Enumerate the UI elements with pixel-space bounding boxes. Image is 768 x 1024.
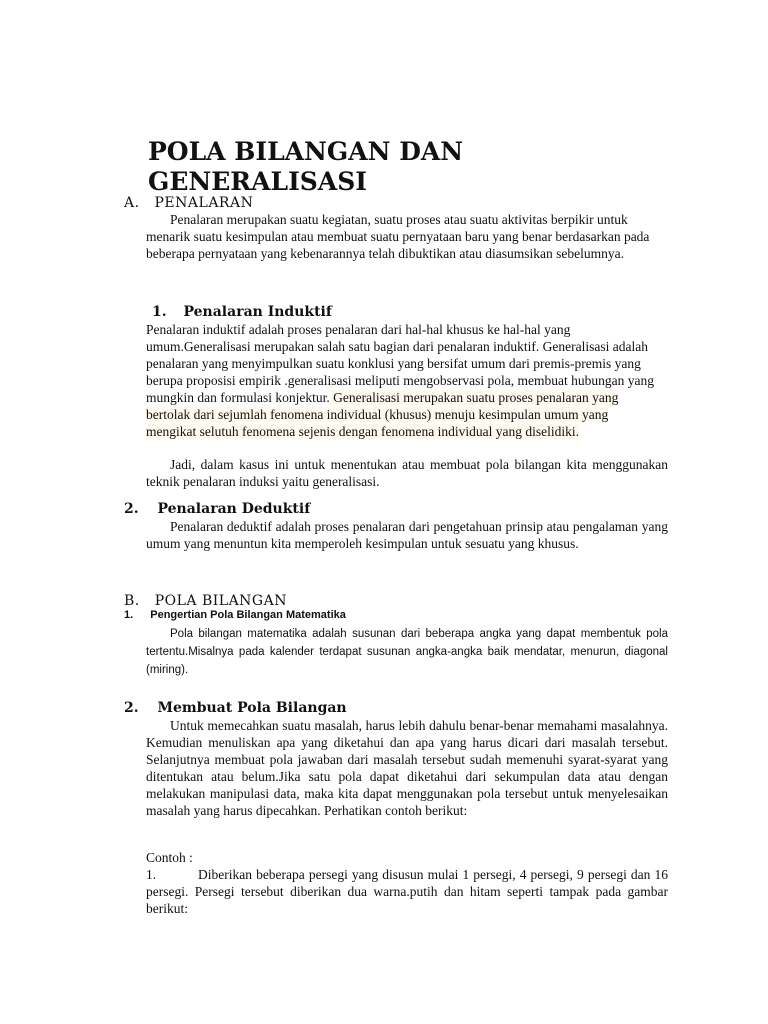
deduktif-marker: 2.	[124, 501, 139, 517]
pengertian-marker: 1.	[124, 609, 134, 621]
section-b-heading	[124, 593, 287, 609]
section-b-title: POLA BILANGAN	[154, 593, 287, 609]
induktif-body-text: Penalaran induktif adalah proses penalaran dari hal-hal khusus ke hal-hal yang umum.Generalisasi merupakan salah satu bagian dari penalaran induktif. Generalisasi adalah penalaran yang menyimpulkan suatu konklusi yang bersifat umum dari premis-premis yang berupa proposisi empirik .generalisasi meliputi mengobservasi pola, membuat hubungan yang mungkin dan formulasi konjektur.	[146, 322, 655, 405]
membuat-heading	[124, 700, 347, 716]
contoh-label: Contoh :	[146, 850, 193, 865]
section-a-marker: A.	[124, 195, 140, 211]
contoh-number: 1.	[146, 867, 157, 882]
section-a-title: PENALARAN	[154, 195, 254, 211]
membuat-title: Membuat Pola Bilangan	[157, 700, 347, 716]
document-title: POLA BILANGAN DAN GENERALISASI	[148, 137, 464, 196]
deduktif-title: Penalaran Deduktif	[157, 501, 311, 517]
pengertian-heading	[124, 609, 346, 621]
deduktif-body: Penalaran deduktif adalah proses penalaran dari pengetahuan prinsip atau pengalaman yang umum yang menuntun kita memperoleh kesimpulan untuk sesuatu yang khusus.	[146, 519, 668, 551]
contoh-body: Diberikan beberapa persegi yang disusun mulai 1 persegi, 4 persegi, 9 persegi dan 16 persegi. Persegi tersebut diberikan dua warna.putih dan hitam seperti tampak pada gambar berikut:	[146, 867, 668, 916]
pengertian-body: Pola bilangan matematika adalah susunan dari beberapa angka yang dapat membentuk pola tertentu.Misalnya pada kalender terdapat susunan angka-angka baik mendatar, menurun, diagonal (miring).	[146, 628, 668, 676]
section-a-body: Penalaran merupakan suatu kegiatan, suatu proses atau suatu aktivitas berpikir untuk menarik suatu kesimpulan atau membuat suatu pernyataan baru yang benar berdasarkan pada beberapa pernyataan yang kebenarannya telah dibuktikan atau diasumsikan sebelumnya.	[146, 212, 650, 261]
induktif-conclusion: Jadi, dalam kasus ini untuk menentukan atau membuat pola bilangan kita menggunakan teknik penalaran induksi yaitu generalisasi.	[146, 457, 668, 489]
pengertian-title: Pengertian Pola Bilangan Matematika	[150, 609, 346, 621]
section-a-heading	[124, 195, 253, 211]
deduktif-heading	[124, 501, 310, 517]
induktif-body	[146, 321, 658, 440]
induktif-title: Penalaran Induktif	[183, 304, 332, 320]
membuat-body: Untuk memecahkan suatu masalah, harus lebih dahulu benar-benar memahami masalahnya. Kemudian menuliskan apa yang diketahui dan apa yang harus dicari dari masalah tersebut. Selanjutnya membuat pola jawaban dari masalah tersebut sudah memenuhi syarat-syarat yang ditentukan atau belum.Jika satu pola dapat diketahui dari sekumpulan data atau dengan melakukan manipulasi data, maka kita dapat menggunakan pola tersebut untuk menyelesaikan masalah yang harus dipecahkan. Perhatikan contoh berikut:	[146, 718, 668, 818]
induktif-highlight-text: Generalisasi merupakan suatu proses penalaran yang bertolak dari sejumlah fenomena individual (khusus) menuju kesimpulan umum yang mengikat selutuh fenomena sejenis dengan fenomena individual yang diselidiki.	[146, 390, 619, 439]
membuat-marker: 2.	[124, 700, 139, 716]
induktif-marker: 1.	[152, 304, 167, 320]
induktif-heading	[152, 304, 332, 320]
section-b-marker: B.	[124, 593, 140, 609]
